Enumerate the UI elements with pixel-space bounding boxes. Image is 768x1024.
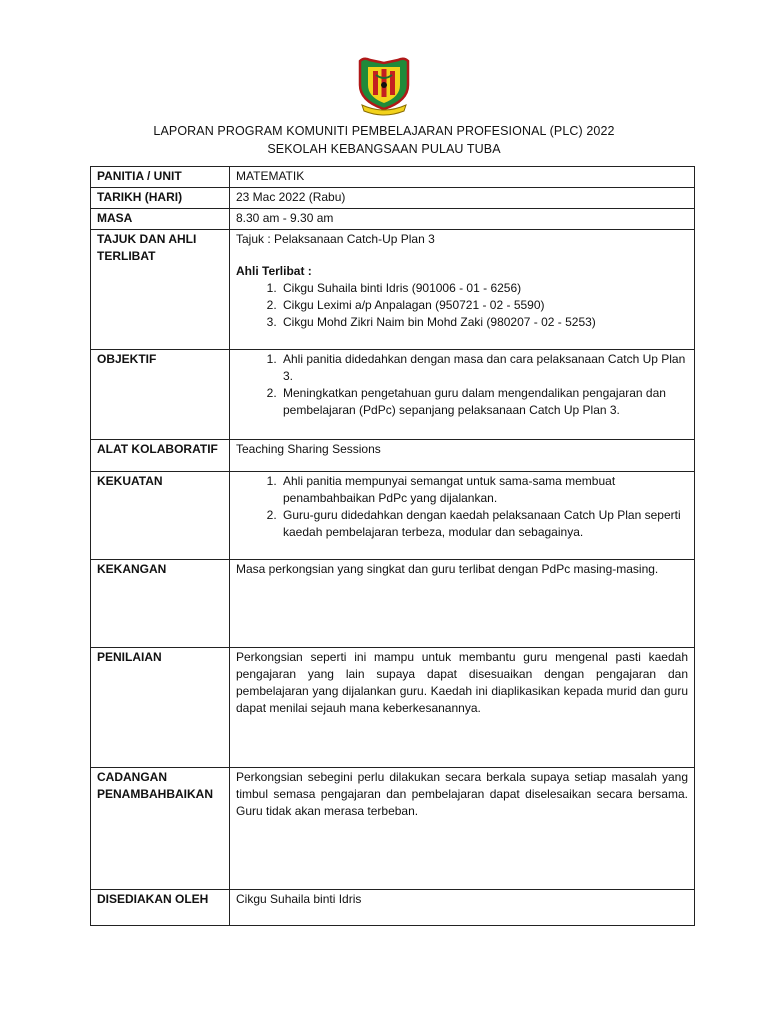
table-row xyxy=(91,472,695,560)
row-label-objektif: OBJEKTIF xyxy=(91,350,230,440)
row-value-panitia: MATEMATIK xyxy=(230,167,695,188)
list-item: 2. Cikgu Leximi a/p Anpalagan (950721 - 02 - 5590) xyxy=(280,297,688,314)
list-item: 3. Cikgu Mohd Zikri Naim bin Mohd Zaki (980207 - 02 - 5253) xyxy=(280,314,688,331)
row-value-masa: 8.30 am - 9.30 am xyxy=(230,209,695,230)
table-row xyxy=(91,440,695,472)
row-value-objektif xyxy=(230,350,695,440)
row-value-tajuk xyxy=(230,230,695,350)
table-row xyxy=(91,209,695,230)
members-heading: Ahli Terlibat : xyxy=(236,264,312,278)
list-item: 1. Cikgu Suhaila binti Idris (901006 - 01 - 6256) xyxy=(280,280,688,297)
table-row xyxy=(91,167,695,188)
row-label-disediakan: DISEDIAKAN OLEH xyxy=(91,890,230,926)
members-list xyxy=(236,280,688,331)
row-value-penilaian: Perkongsian seperti ini mampu untuk membantu guru mengenal pasti kaedah pengajaran yang lain supaya dapat disesuaikan dengan pengajaran dan pembelajaran yang dijalankan guru. Kaedah ini diaplikasikan kepada murid dan guru dapat menilai sejauh mana keberkesanannya. xyxy=(230,648,695,768)
row-value-alat: Teaching Sharing Sessions xyxy=(230,440,695,472)
row-label-tarikh: TARIKH (HARI) xyxy=(91,188,230,209)
objectives-list xyxy=(236,351,688,419)
table-row xyxy=(91,648,695,768)
row-label-alat: ALAT KOLABORATIF xyxy=(91,440,230,472)
row-label-penilaian: PENILAIAN xyxy=(91,648,230,768)
row-value-disediakan: Cikgu Suhaila binti Idris xyxy=(230,890,695,926)
table-row xyxy=(91,350,695,440)
school-name: SEKOLAH KEBANGSAAN PULAU TUBA xyxy=(267,142,501,156)
row-label-cadangan: CADANGAN PENAMBAHBAIKAN xyxy=(91,768,230,890)
row-value-cadangan: Perkongsian sebegini perlu dilakukan secara berkala supaya setiap masalah yang timbul semasa pengajaran dan pembelajaran dapat diselesaikan secara bersama. Guru tidak akan merasa terbeban. xyxy=(230,768,695,890)
list-item: 1. Ahli panitia didedahkan dengan masa dan cara pelaksanaan Catch Up Plan 3. xyxy=(280,351,688,385)
list-item: 2. Meningkatkan pengetahuan guru dalam mengendalikan pengajaran dan pembelajaran (PdPc) sepanjang pelaksanaan Catch Up Plan 3. xyxy=(280,385,688,419)
row-label-masa: MASA xyxy=(91,209,230,230)
row-value-kekuatan xyxy=(230,472,695,560)
row-label-kekangan: KEKANGAN xyxy=(91,560,230,648)
plc-report-table xyxy=(90,166,695,926)
list-item: 1. Ahli panitia mempunyai semangat untuk sama-sama membuat penambahbaikan PdPc yang dijalankan. xyxy=(280,473,688,507)
table-row xyxy=(91,188,695,209)
strengths-list xyxy=(236,473,688,541)
report-title: LAPORAN PROGRAM KOMUNITI PEMBELAJARAN PROFESIONAL (PLC) 2022 xyxy=(153,124,615,138)
row-label-tajuk: TAJUK DAN AHLI TERLIBAT xyxy=(91,230,230,350)
row-label-panitia: PANITIA / UNIT xyxy=(91,167,230,188)
school-crest-logo xyxy=(354,55,414,117)
topic-text: Tajuk : Pelaksanaan Catch-Up Plan 3 xyxy=(236,232,435,246)
row-value-kekangan: Masa perkongsian yang singkat dan guru terlibat dengan PdPc masing-masing. xyxy=(230,560,695,648)
spacer xyxy=(236,248,688,263)
row-label-kekuatan: KEKUATAN xyxy=(91,472,230,560)
table-row xyxy=(91,890,695,926)
list-item: 2. Guru-guru didedahkan dengan kaedah pelaksanaan Catch Up Plan seperti kaedah pembelajaran terbeza, modular dan sebagainya. xyxy=(280,507,688,541)
table-row xyxy=(91,230,695,350)
table-row xyxy=(91,560,695,648)
table-row xyxy=(91,768,695,890)
row-value-tarikh: 23 Mac 2022 (Rabu) xyxy=(230,188,695,209)
